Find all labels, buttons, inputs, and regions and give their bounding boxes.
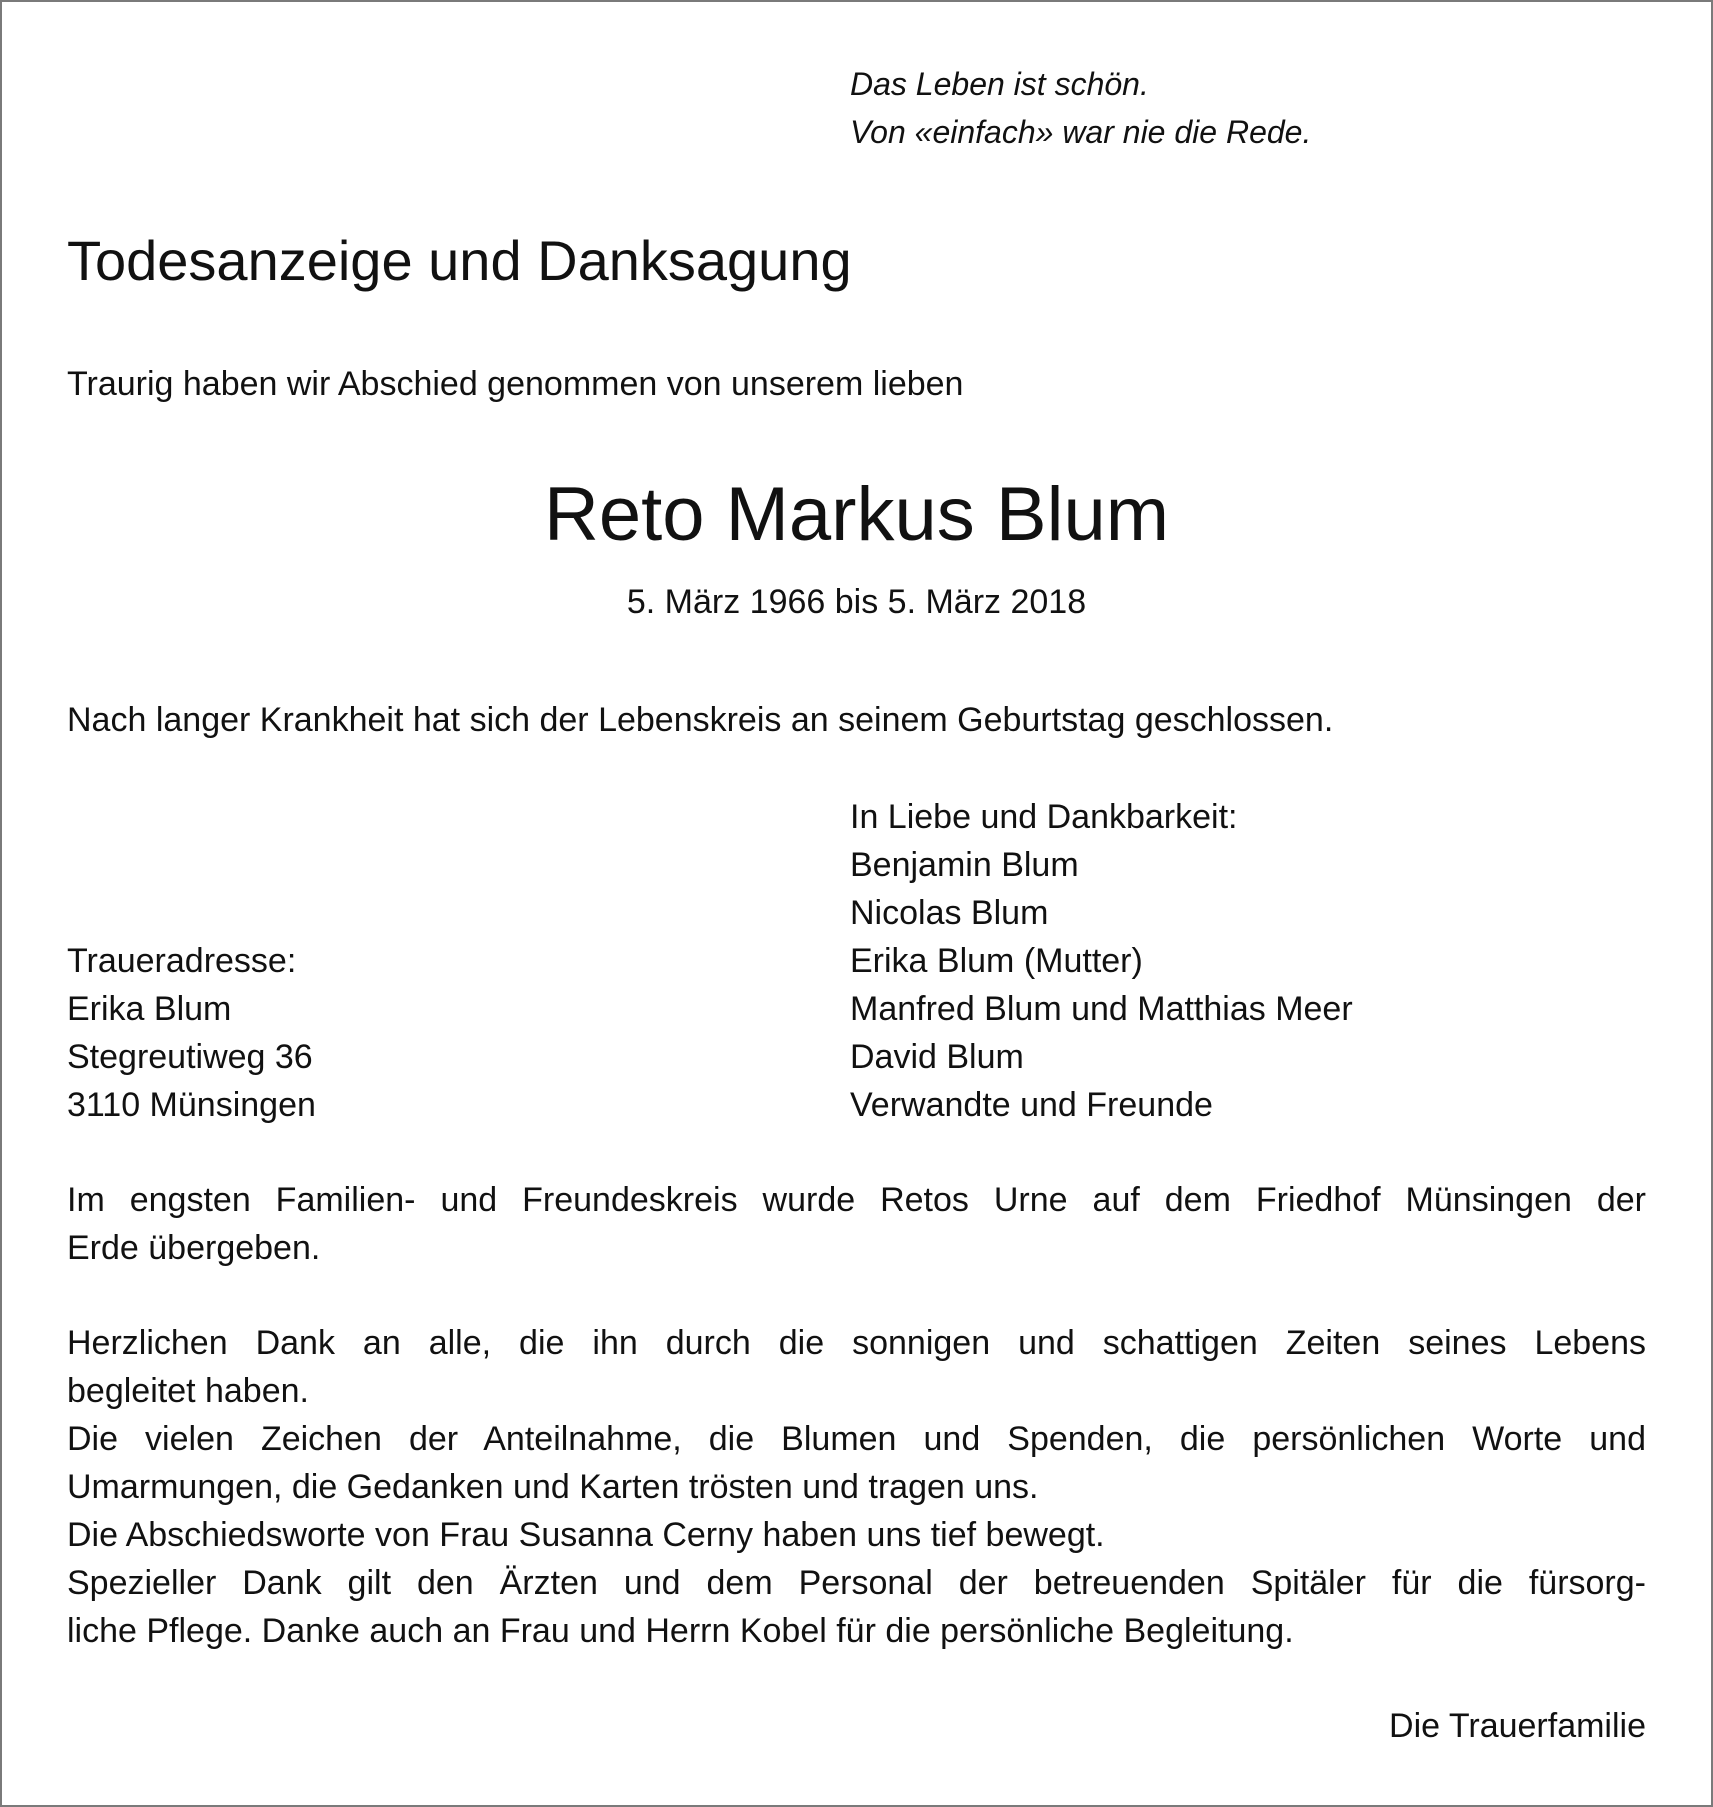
thanks-line: Herzlichen Dank an alle, die ihn durch die sonnigen und schattigen Zeiten seines Lebens: [67, 1324, 1646, 1362]
mourner-name: David Blum: [850, 1038, 1024, 1076]
address-heading: Traueradresse:: [67, 942, 297, 980]
motto-line: Das Leben ist schön.: [850, 66, 1149, 102]
notice-title: Todesanzeige und Danksagung: [67, 229, 852, 292]
thanks-line: Umarmungen, die Gedanken und Karten trösten und tragen uns.: [67, 1468, 1039, 1506]
mourners-heading: In Liebe und Dankbarkeit:: [850, 798, 1238, 836]
signature: Die Trauerfamilie: [1389, 1707, 1646, 1745]
intro-text: Traurig haben wir Abschied genommen von unserem lieben: [67, 365, 964, 403]
thanks-line: begleitet haben.: [67, 1372, 309, 1410]
address-line: 3110 Münsingen: [67, 1086, 316, 1124]
address-line: Stegreutiweg 36: [67, 1038, 313, 1076]
mourner-name: Verwandte und Freunde: [850, 1086, 1213, 1124]
statement-text: Nach langer Krankheit hat sich der Lebenskreis an seinem Geburtstag geschlossen.: [67, 701, 1334, 739]
thanks-line: Die Abschiedsworte von Frau Susanna Cerny haben uns tief bewegt.: [67, 1516, 1105, 1554]
address-line: Erika Blum: [67, 990, 232, 1028]
mourner-name: Manfred Blum und Matthias Meer: [850, 990, 1353, 1028]
burial-line: Erde übergeben.: [67, 1229, 321, 1267]
mourner-name: Benjamin Blum: [850, 846, 1079, 884]
thanks-line: liche Pflege. Danke auch an Frau und Herrn Kobel für die persönliche Begleitung.: [67, 1612, 1294, 1650]
motto-line: Von «einfach» war nie die Rede.: [850, 114, 1312, 150]
thanks-line: Spezieller Dank gilt den Ärzten und dem Personal der betreuenden Spitäler für die fürsorg-: [67, 1564, 1646, 1602]
burial-line: Im engsten Familien- und Freundeskreis wurde Retos Urne auf dem Friedhof Münsingen der: [67, 1181, 1646, 1219]
mourner-name: Erika Blum (Mutter): [850, 942, 1143, 980]
deceased-name: Reto Markus Blum: [543, 472, 1170, 557]
mourner-name: Nicolas Blum: [850, 894, 1049, 932]
life-dates: 5. März 1966 bis 5. März 2018: [626, 583, 1087, 621]
thanks-line: Die vielen Zeichen der Anteilnahme, die Blumen und Spenden, die persönlichen Worte und: [67, 1420, 1646, 1458]
